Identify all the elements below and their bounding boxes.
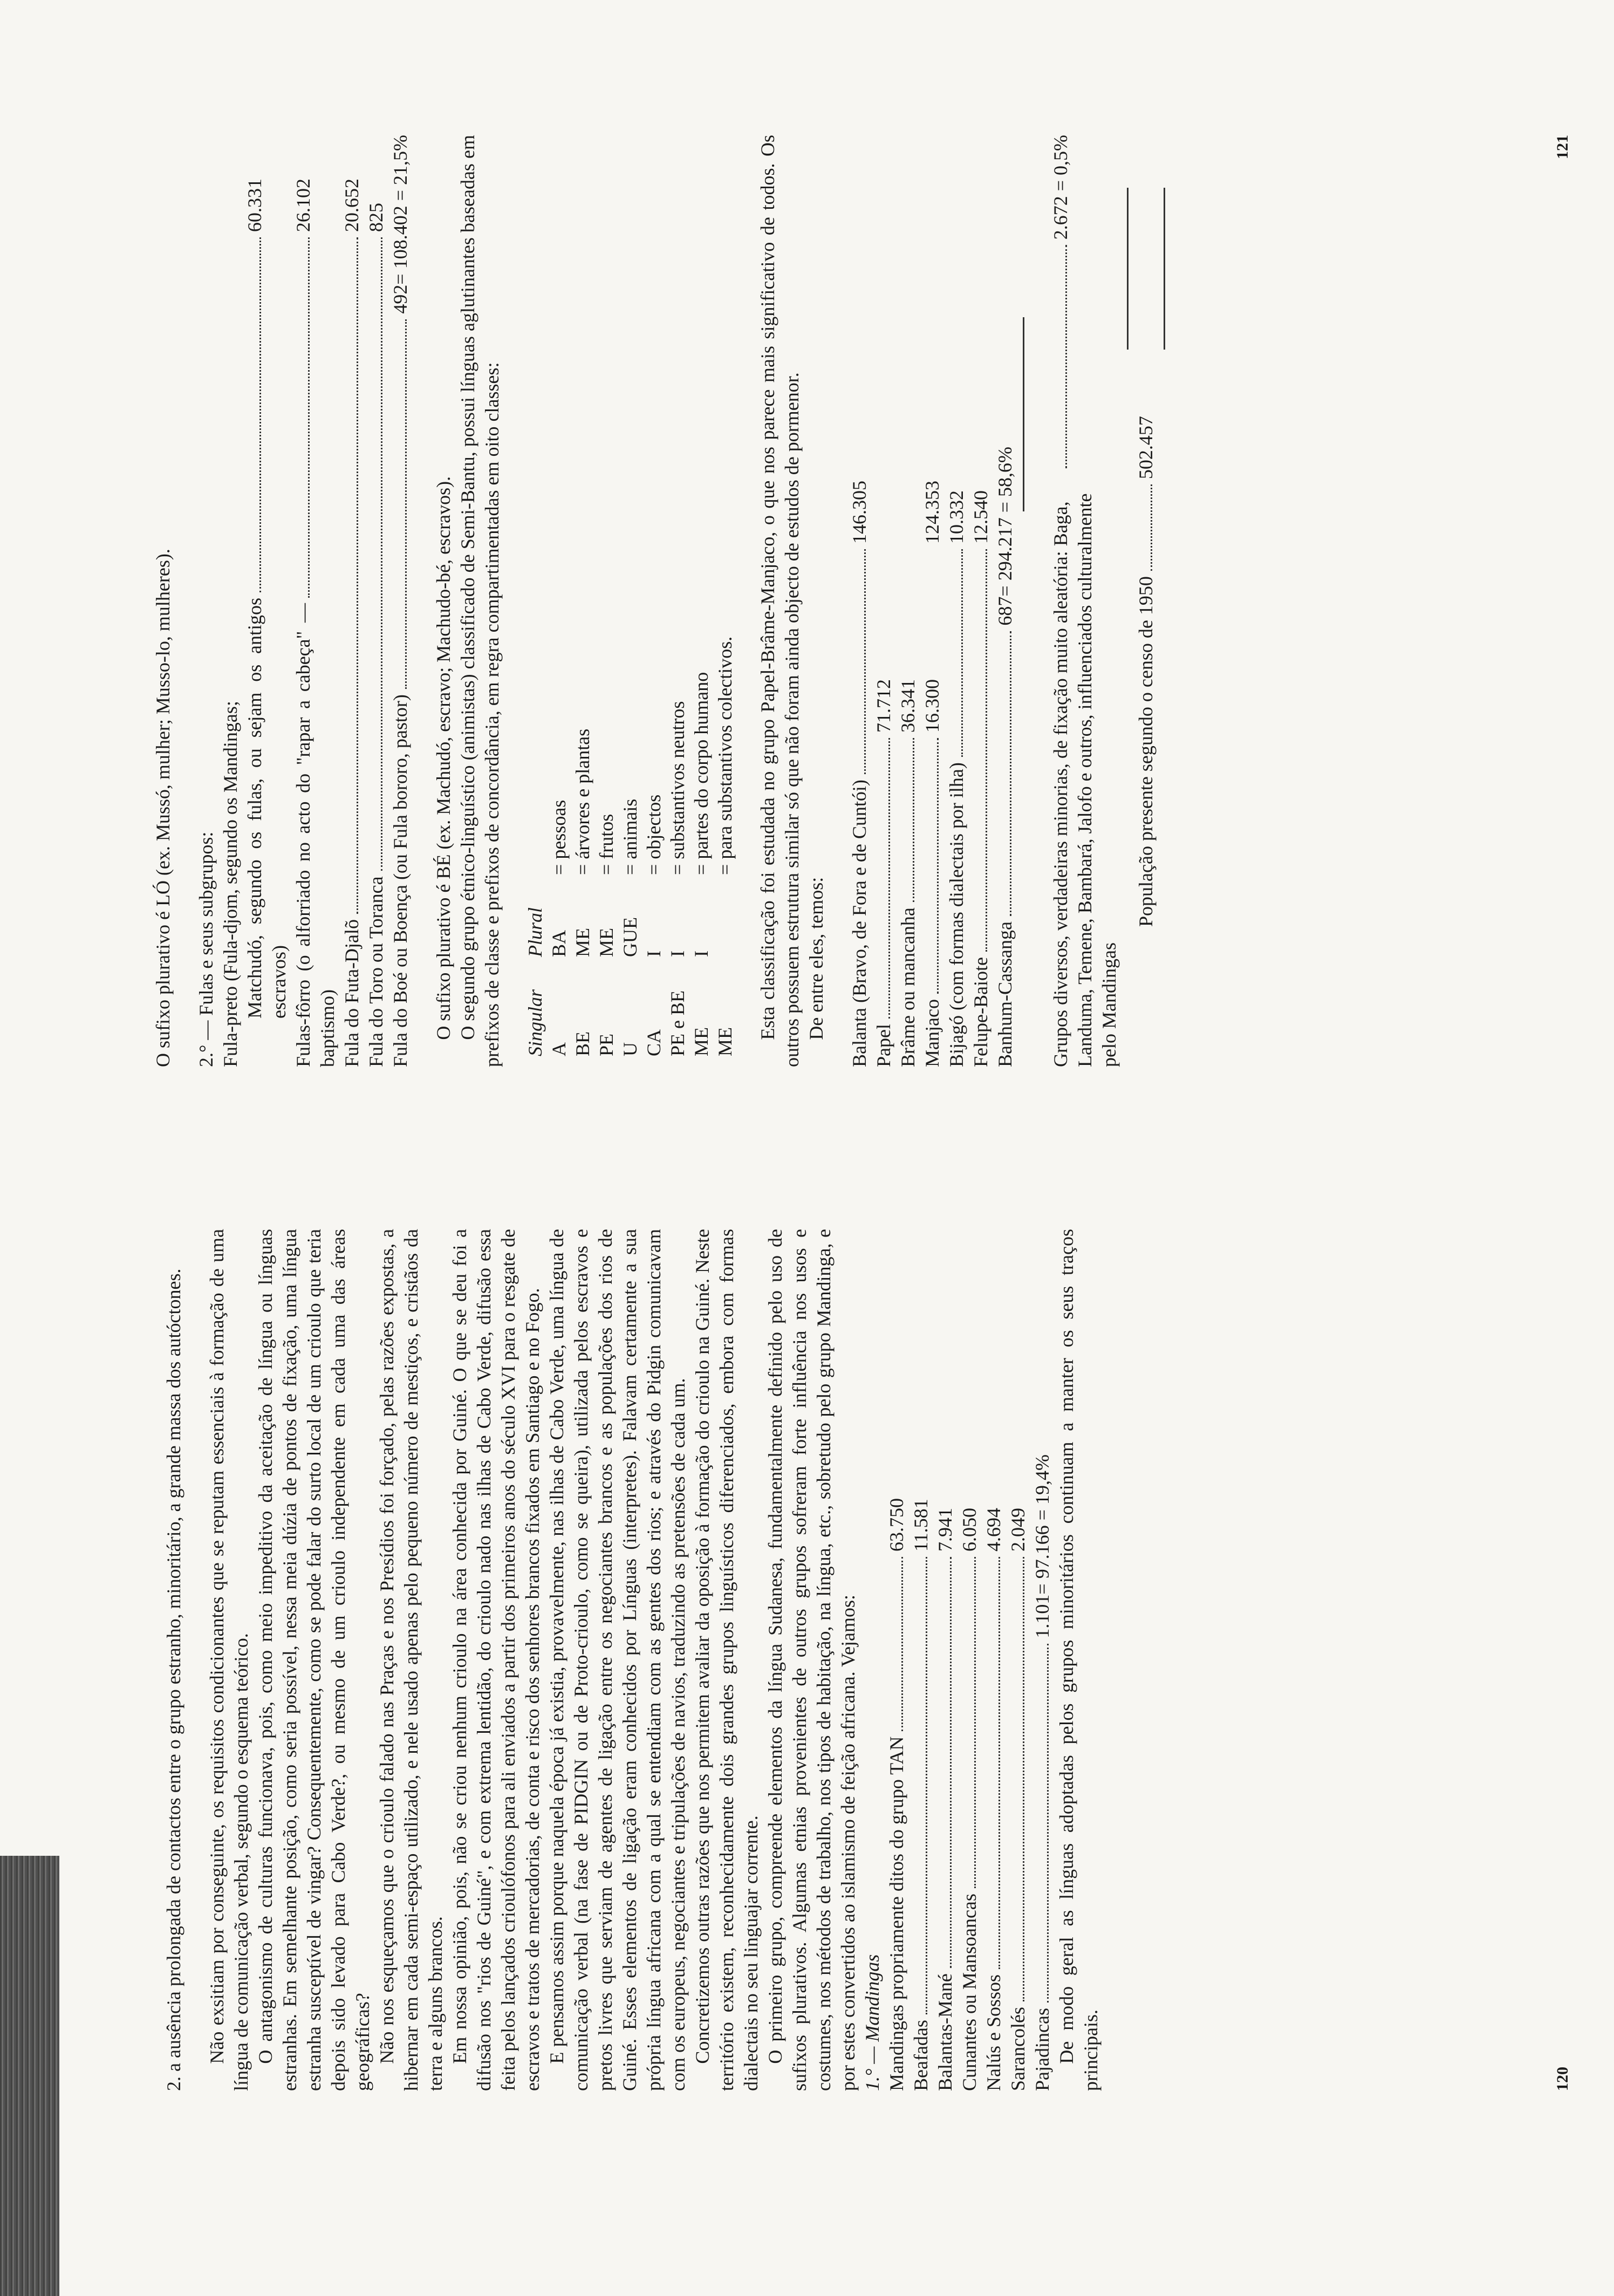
list-item: Cunantes ou Mansoancas 6.050 [959,1508,980,2091]
divider [1127,188,1129,350]
papel-group [872,135,945,1067]
list-item: Papel 71.712 [873,679,894,1067]
table-row: CA I = objectos [643,794,665,1056]
list-item: Matchudó, segundo os fulas, ou sejam os antigos escravos) 60.331 [244,179,290,1019]
paragraph: De modo geral as línguas adoptadas pelos grupos minoritários continuam a manter os seus traços principais. [1056,1229,1102,2091]
paragraph: Não exsitiam por conseguinte, os requisitos condicionantes que se reputam essenciais à formação de uma língua de comunicação verbal, segundo o esquema teórico. [206,1229,252,2091]
paragraph: 2. a ausência prolongada de contactos entre o grupo estranho, minoritário, a grande massa dos autóctones. [163,1268,184,2091]
population-total: População presente segundo o censo de 1950 502.457 [1135,416,1157,927]
list-item: Fula-preto (Fula-djom, segundo os Mandingas; [220,701,241,1067]
paragraph: E pensamos assim porque naquela época já existia, provavelmente, nas ilhas de Cabo Verde, uma língua de comunicação verbal (na fase de PIDGIN ou de Proto-crioulo, como se queira), utilizada pelos escravos e pretos livres que serviam de agentes de ligação entre os negociantes brancos e as populações dos rios de Guiné. Esses elementos de ligação eram conhecidos por Línguas (interpretes). Falavam certamente a sua própria língua africana com a qual se entendiam com as gentes dos rios; e através do Pidgin comunicavam com os europeus, negociantes e tripulações de navios, traduzindo as pretensões de cada um. [546,1229,689,2091]
noun-class-table [523,604,737,1056]
paragraph: Em nossa opinião, pois, não se criou nenhum crioulo na área conhecida por Guiné. O que se deu foi a difusão nos "rios de Guiné", e com extrema lentidão, do crioulo nado nas ilhas de Cabo Verde, difusão essa feita pelos lançados crioulófonos para ali enviados a partir dos primeiros anos do século XVI para o resgate de escravos e tratos de mercadorias, de conta e risco dos senhores brancos fixados em Santiago e no Fogo. [449,1229,543,2091]
list-item: Pajadincas 1.101= 97.166 = 19,4% [1031,1454,1053,2091]
list-item: Balanta (Bravo, de Fora e de Cuntói) 146.305 [849,481,870,1067]
paragraph: De entre eles, temos: [805,877,827,1040]
left-column [162,1229,1103,2091]
table-header-row [523,604,547,1056]
column-header-meaning [523,604,547,875]
list-item: Fula do Futa-Djalõ 20.652 [341,179,363,1067]
paragraph: Concretizemos outras razões que nos permitem avaliar da oposição à formação do crioulo na Guiné. Neste território existem, reconhecidamente dois grandes grupos linguísticos diferenciados, embora com formas dialectais no seu linguajar corrente. [692,1229,762,2091]
list-item: Balantas-Mané 7.941 [934,1508,956,2091]
column-header-singular: Singular [524,989,546,1056]
table-row: ME = para substantivos colectivos. [714,636,736,1056]
semibantu-list [847,135,1017,1067]
right-column [151,135,1165,1067]
list-item: Fula do Toro ou Toranca 825 [365,203,387,1067]
paragraph: O antagonismo de culturas funcionava, pois, como meio impeditivo da aceitação de língua ou línguas estranhas. Em semelhante posição, como seria possível, nessa meia dúzia de pontos de fixação, uma língua estranha susceptível de vingar? Consequentemente, como se pode falar do surto local de um crioulo que teria depois sido levado para Cabo Verde?, ou mesmo de um crioulo independente em cada uma das áreas geográficas? [255,1229,373,2091]
paragraph: O primeiro grupo, compreende elementos da língua Sudanesa, fundamentalmente definido pelo uso de sufixos plurativos. Algumas etnias provenientes de outros grupos sofreram forte influência nos usos e costumes, nos métodos de trabalho, nos tipos de habitação, na língua, etc., sobretudo pelo grupo Mandinga, e por estes convertidos ao islamismo de feição africana. Vejamos: [764,1229,859,2091]
list-item: Mandingas propriamente ditos do grupo TAN 63.750 [886,1498,907,2091]
divider [1023,317,1024,511]
list-item: Felupe-Baiote 12.540 [970,490,991,1067]
paragraph: O sufixo plurativo é LÓ (ex. Mussó, mulher; Musso-lo, mulheres). [152,549,174,1067]
page-number: 120 [1554,2067,1571,2091]
page-number: 121 [1554,135,1571,159]
divider [1164,188,1165,350]
group-total: 124.353 [921,481,943,544]
paragraph: O sufixo plurativo é BÉ (ex. Machudó, escravo; Machudo-bé, escravos). [433,476,454,1040]
column-header-plural: Plural [524,907,546,957]
list-item: Grupos diversos, verdadeiras minorias, de fixação muito aleatória: Baga, Landuma, Temene, Bambará, Jalofo e outros, influenciados culturalmente pelo Mandingas 2.672 = 0,5% [1050,135,1120,1067]
list-item: Brâme ou mancanha 36.341 [897,679,919,1067]
list-item: Fula do Boé ou Boença (ou Fula bororo, pastor) 492= 108.402 = 21,5% [389,135,411,1067]
left-page [0,1148,1614,2296]
list-item: Beafadas 11.581 [910,1499,932,2091]
table-row: BE ME = árvores e plantas [572,728,593,1056]
paragraph: O segundo grupo étnico-linguístico (animistas) classificado de Semi-Bantu, possui línguas aglutinantes baseadas em prefixos de classe e prefixos de concordância, em regra compartimentadas em oito classes: [457,135,503,1067]
list-item: Sarancolés 2.049 [1007,1508,1029,2091]
list-item: Bijagó (com formas dialectais por ilha) 10.332 [946,490,967,1067]
section-heading: 1.° — Mandingas [861,1954,883,2091]
paragraph: Não nos esqueçamos que o crioulo falado nas Praças e nos Presídios foi forçado, pelas razões expostas, a hibernar em cada semi-espaço utilizado, e nele usado apenas pelo pequeno número de mestiços, e cristãos da terra e alguns brancos. [376,1229,446,2091]
list-item: Fulas-fôrro (o alforriado no acto do "rapar a cabeça" — baptismo) 26.102 [292,179,338,1067]
table-row: U GUE = animais [619,798,641,1056]
table-row: PE ME = frutos [596,814,617,1056]
section-heading: 2.° — Fulas e seus subgrupos: [195,831,217,1067]
paragraph: Esta classificação foi estudada no grupo Papel-Brâme-Manjaco, o que nos parece mais significativo de todos. Os outros possuem estrutura similar só que não foram ainda objecto de estudos de pormenor. [757,135,803,1067]
table-row: PE e BE I = substantivos neutros [667,701,688,1056]
table-row: ME I = partes do corpo humano [690,672,712,1056]
mandingas-list [885,1454,1055,2091]
table-row: A BA = pessoas [548,800,570,1056]
list-item: Nalús e Sossos 4.694 [983,1508,1004,2091]
list-item: Banhum-Cassanga 687= 294.217 = 58,6% [994,447,1016,1067]
list-item: Manjaco 16.300 [921,679,943,1067]
